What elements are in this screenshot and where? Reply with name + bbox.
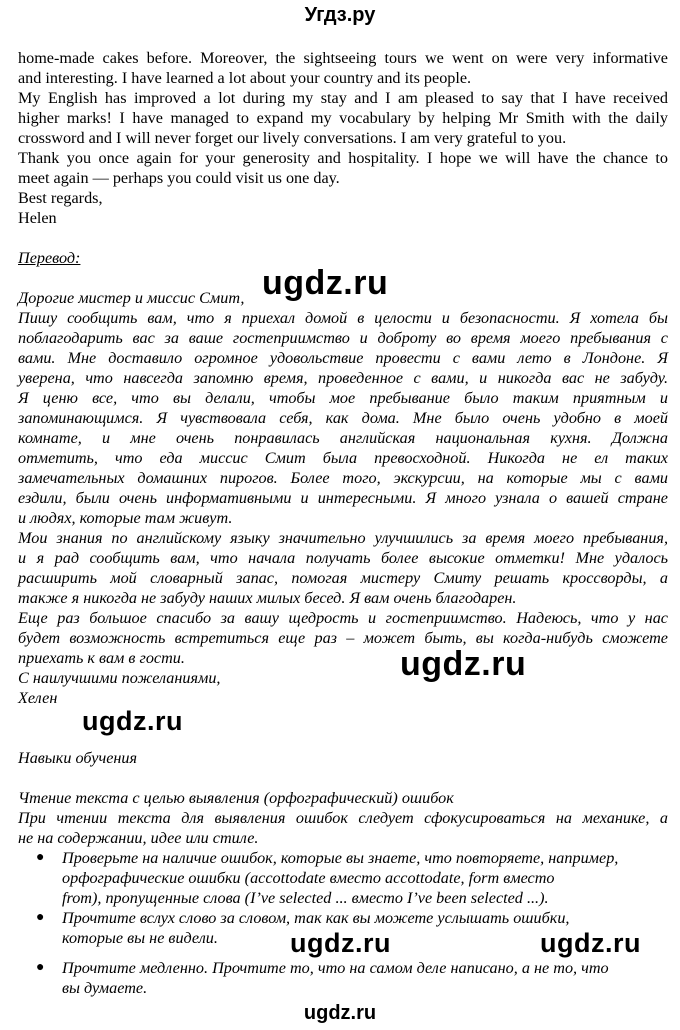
list-item: вы думаете. (62, 979, 148, 997)
bullet-icon: ● (36, 910, 45, 925)
translation-heading: Перевод: (18, 249, 81, 267)
watermark: ugdz.ru (82, 706, 183, 736)
translation-line: комнате, и мне очень понравилась английская национальная кухня. Должна (18, 429, 668, 447)
letter-line: crossword and I will never forget our lively conversations. I am very grateful to you. (18, 129, 567, 147)
list-item: from), пропущенные слова (I’ve selected ... вместо I’ve been selected ...). (62, 889, 549, 907)
list-item: Прочтите медленно. Прочтите то, что на самом деле написано, а не то, что (62, 959, 609, 977)
bullet-icon: ● (36, 850, 45, 865)
translation-line: замечательных домашних пирогов. Более того, экскурсии, на которые мы с вами (18, 469, 668, 487)
letter-closing: Best regards, (18, 189, 103, 207)
translation-line: Я ценю все, что вы делали, чтобы мое пребывание было таким приятным и (18, 389, 668, 407)
translation-line: уверена, что навсегда запомню время, проведенное с вами, и никогда вас не забуду. (18, 369, 668, 387)
translation-line: Дорогие мистер и миссис Смит, (18, 289, 245, 307)
watermark: ugdz.ru (290, 928, 391, 958)
translation-line: и людях, которые там живут. (18, 509, 233, 527)
letter-line: home-made cakes before. Moreover, the sightseeing tours we went on were very informative (18, 49, 668, 67)
translation-line: будет возможность встретиться еще раз – может быть, вы когда-нибудь сможете (18, 629, 668, 647)
skills-intro-line: При чтении текста для выявления ошибок следует сфокусироваться на механике, а (18, 809, 668, 827)
translation-line: Еще раз большое спасибо за вашу щедрость и гостеприимство. Надеюсь, что у нас (18, 609, 668, 627)
watermark: ugdz.ru (262, 264, 389, 302)
translation-signature: Хелен (18, 689, 58, 707)
bullet-icon: ● (36, 960, 45, 975)
translation-line: расширить мой словарный запас, помогая мистеру Смиту решать кроссворды, а (18, 569, 668, 587)
translation-line: Мои знания по английскому языку значительно улучшились за время моего пребывания, (18, 529, 668, 547)
site-header: Угдз.ру (304, 4, 376, 26)
skills-subheading: Чтение текста с целью выявления (орфографический) ошибок (18, 789, 454, 807)
translation-line: Пишу сообщить вам, что я приехал домой в целости и безопасности. Я хотела бы (18, 309, 668, 327)
list-item: Проверьте на наличие ошибок, которые вы знаете, что повторяете, например, (62, 849, 619, 867)
list-item: Прочтите вслух слово за словом, так как вы можете услышать ошибки, (62, 909, 570, 927)
watermark: ugdz.ru (540, 928, 641, 958)
letter-line: higher marks! I have managed to expand my vocabulary by helping Mr Smith with the daily (18, 109, 668, 127)
letter-line: Thank you once again for your generosity and hospitality. I hope we will have the chance to (18, 149, 668, 167)
letter-line: meet again — perhaps you could visit us one day. (18, 169, 340, 187)
translation-line: отметить, что еда миссис Смит была превосходной. Никогда не ел таких (18, 449, 668, 467)
letter-signature: Helen (18, 209, 57, 227)
translation-line: запоминающимся. Я чувствовала себя, как дома. Мне было очень удобно в моей (18, 409, 668, 427)
translation-line: поблагодарить вас за ваше гостеприимство и доброту во время моего пребывания с (18, 329, 668, 347)
translation-line: также я никогда не забуду наших милых бесед. Я вам очень благодарен. (18, 589, 517, 607)
watermark: ugdz.ru (400, 645, 527, 683)
translation-line: и я рад сообщить вам, что начала получать более высокие отметки! Мне удалось (18, 549, 668, 567)
translation-line: вами. Мне доставило огромное удовольствие провести с вами лето в Лондоне. Я (18, 349, 668, 367)
translation-line: ездили, были очень информативными и интересными. Я много узнала о вашей стране (18, 489, 668, 507)
translation-line: приехать к вам в гости. (18, 649, 185, 667)
site-footer: ugdz.ru (303, 1002, 377, 1024)
list-item: орфографические ошибки (accottodate вместо accottodate, form вместо (62, 869, 555, 887)
translation-closing: С наилучшими пожеланиями, (18, 669, 221, 687)
skills-intro-line: не на содержании, идее или стиле. (18, 829, 259, 847)
letter-line: My English has improved a lot during my stay and I am pleased to say that I have received (18, 89, 668, 107)
list-item: которые вы не видели. (62, 929, 218, 947)
letter-line: and interesting. I have learned a lot about your country and its people. (18, 69, 472, 87)
skills-heading: Навыки обучения (18, 749, 138, 767)
